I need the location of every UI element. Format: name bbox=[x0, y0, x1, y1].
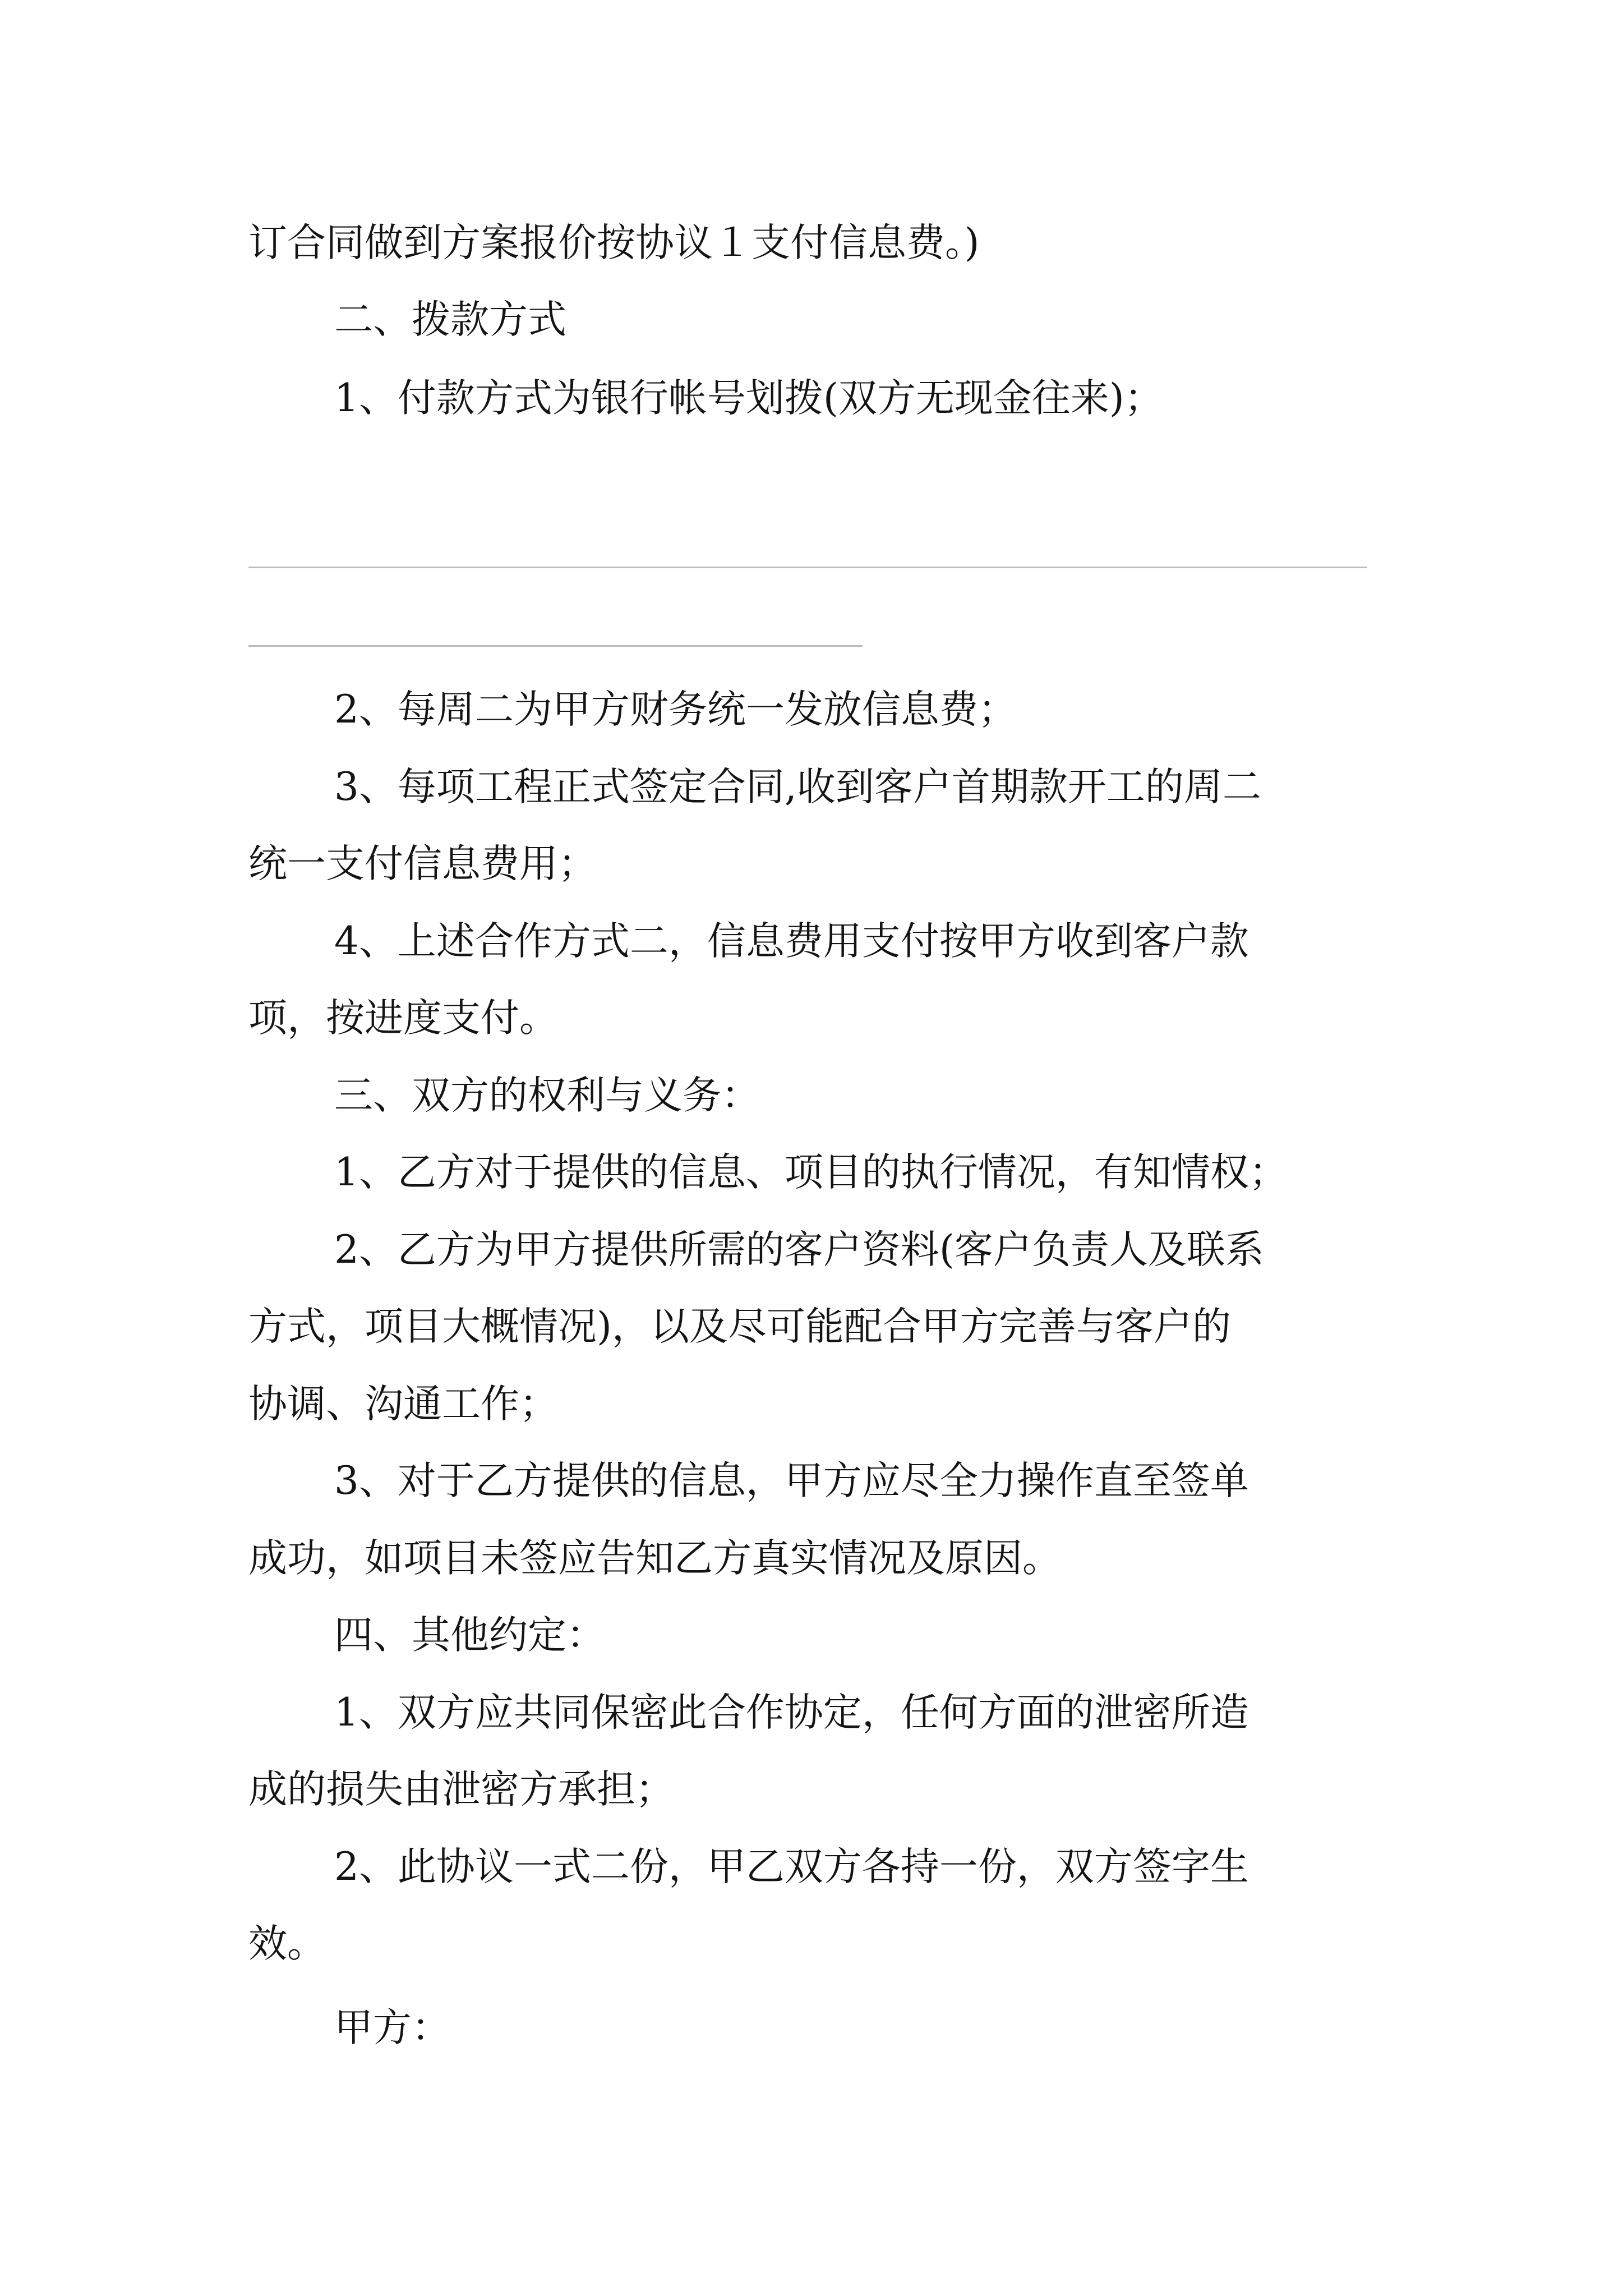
separator-rule bbox=[248, 645, 863, 647]
paragraph-rights-item-1: 1、乙方对于提供的信息、项目的执行情况，有知情权； bbox=[334, 1150, 1288, 1195]
paragraph-other-item-1: 1、双方应共同保密此合作协定，任何方面的泄密所造 bbox=[334, 1690, 1249, 1735]
paragraph-payment-item-3-cont: 统一支付信息费用； bbox=[248, 841, 597, 886]
paragraph-payment-item-1: 1、付款方式为银行帐号划拨(双方无现金往来)； bbox=[334, 376, 1163, 421]
section-heading-rights-obligations: 三、双方的权利与义务： bbox=[334, 1073, 760, 1118]
paragraph-other-item-1-cont: 成的损失由泄密方承担； bbox=[248, 1767, 674, 1812]
section-heading-other-agreements: 四、其他约定： bbox=[334, 1613, 605, 1658]
paragraph-rights-item-3: 3、对于乙方提供的信息，甲方应尽全力操作直至签单 bbox=[334, 1458, 1249, 1503]
paragraph-payment-item-4: 4、上述合作方式二，信息费用支付按甲方收到客户款 bbox=[334, 919, 1249, 964]
paragraph-payment-item-3: 3、每项工程正式签定合同,收到客户首期款开工的周二 bbox=[334, 765, 1261, 809]
paragraph-rights-item-2-cont: 协调、沟通工作； bbox=[248, 1382, 558, 1427]
paragraph-other-item-2-cont: 效。 bbox=[248, 1921, 326, 1966]
section-heading-payment-method: 二、拨款方式 bbox=[334, 297, 566, 342]
continuation-text: 订合同做到方案报价按协议１支付信息费。) bbox=[248, 220, 980, 265]
paragraph-payment-item-2: 2、每周二为甲方财务统一发放信息费； bbox=[334, 687, 1017, 732]
paragraph-payment-item-4-cont: 项，按进度支付。 bbox=[248, 996, 558, 1041]
paragraph-rights-item-3-cont: 成功，如项目未签应告知乙方真实情况及原因。 bbox=[248, 1536, 1061, 1581]
paragraph-rights-item-2-cont: 方式，项目大概情况)，以及尽可能配合甲方完善与客户的 bbox=[248, 1304, 1231, 1349]
signature-party-a-label: 甲方： bbox=[334, 2005, 450, 2050]
paragraph-other-item-2: 2、此协议一式二份，甲乙双方各持一份，双方签字生 bbox=[334, 1844, 1249, 1889]
separator-rule bbox=[248, 567, 1367, 568]
paragraph-rights-item-2: 2、乙方为甲方提供所需的客户资料(客户负责人及联系 bbox=[334, 1227, 1264, 1272]
